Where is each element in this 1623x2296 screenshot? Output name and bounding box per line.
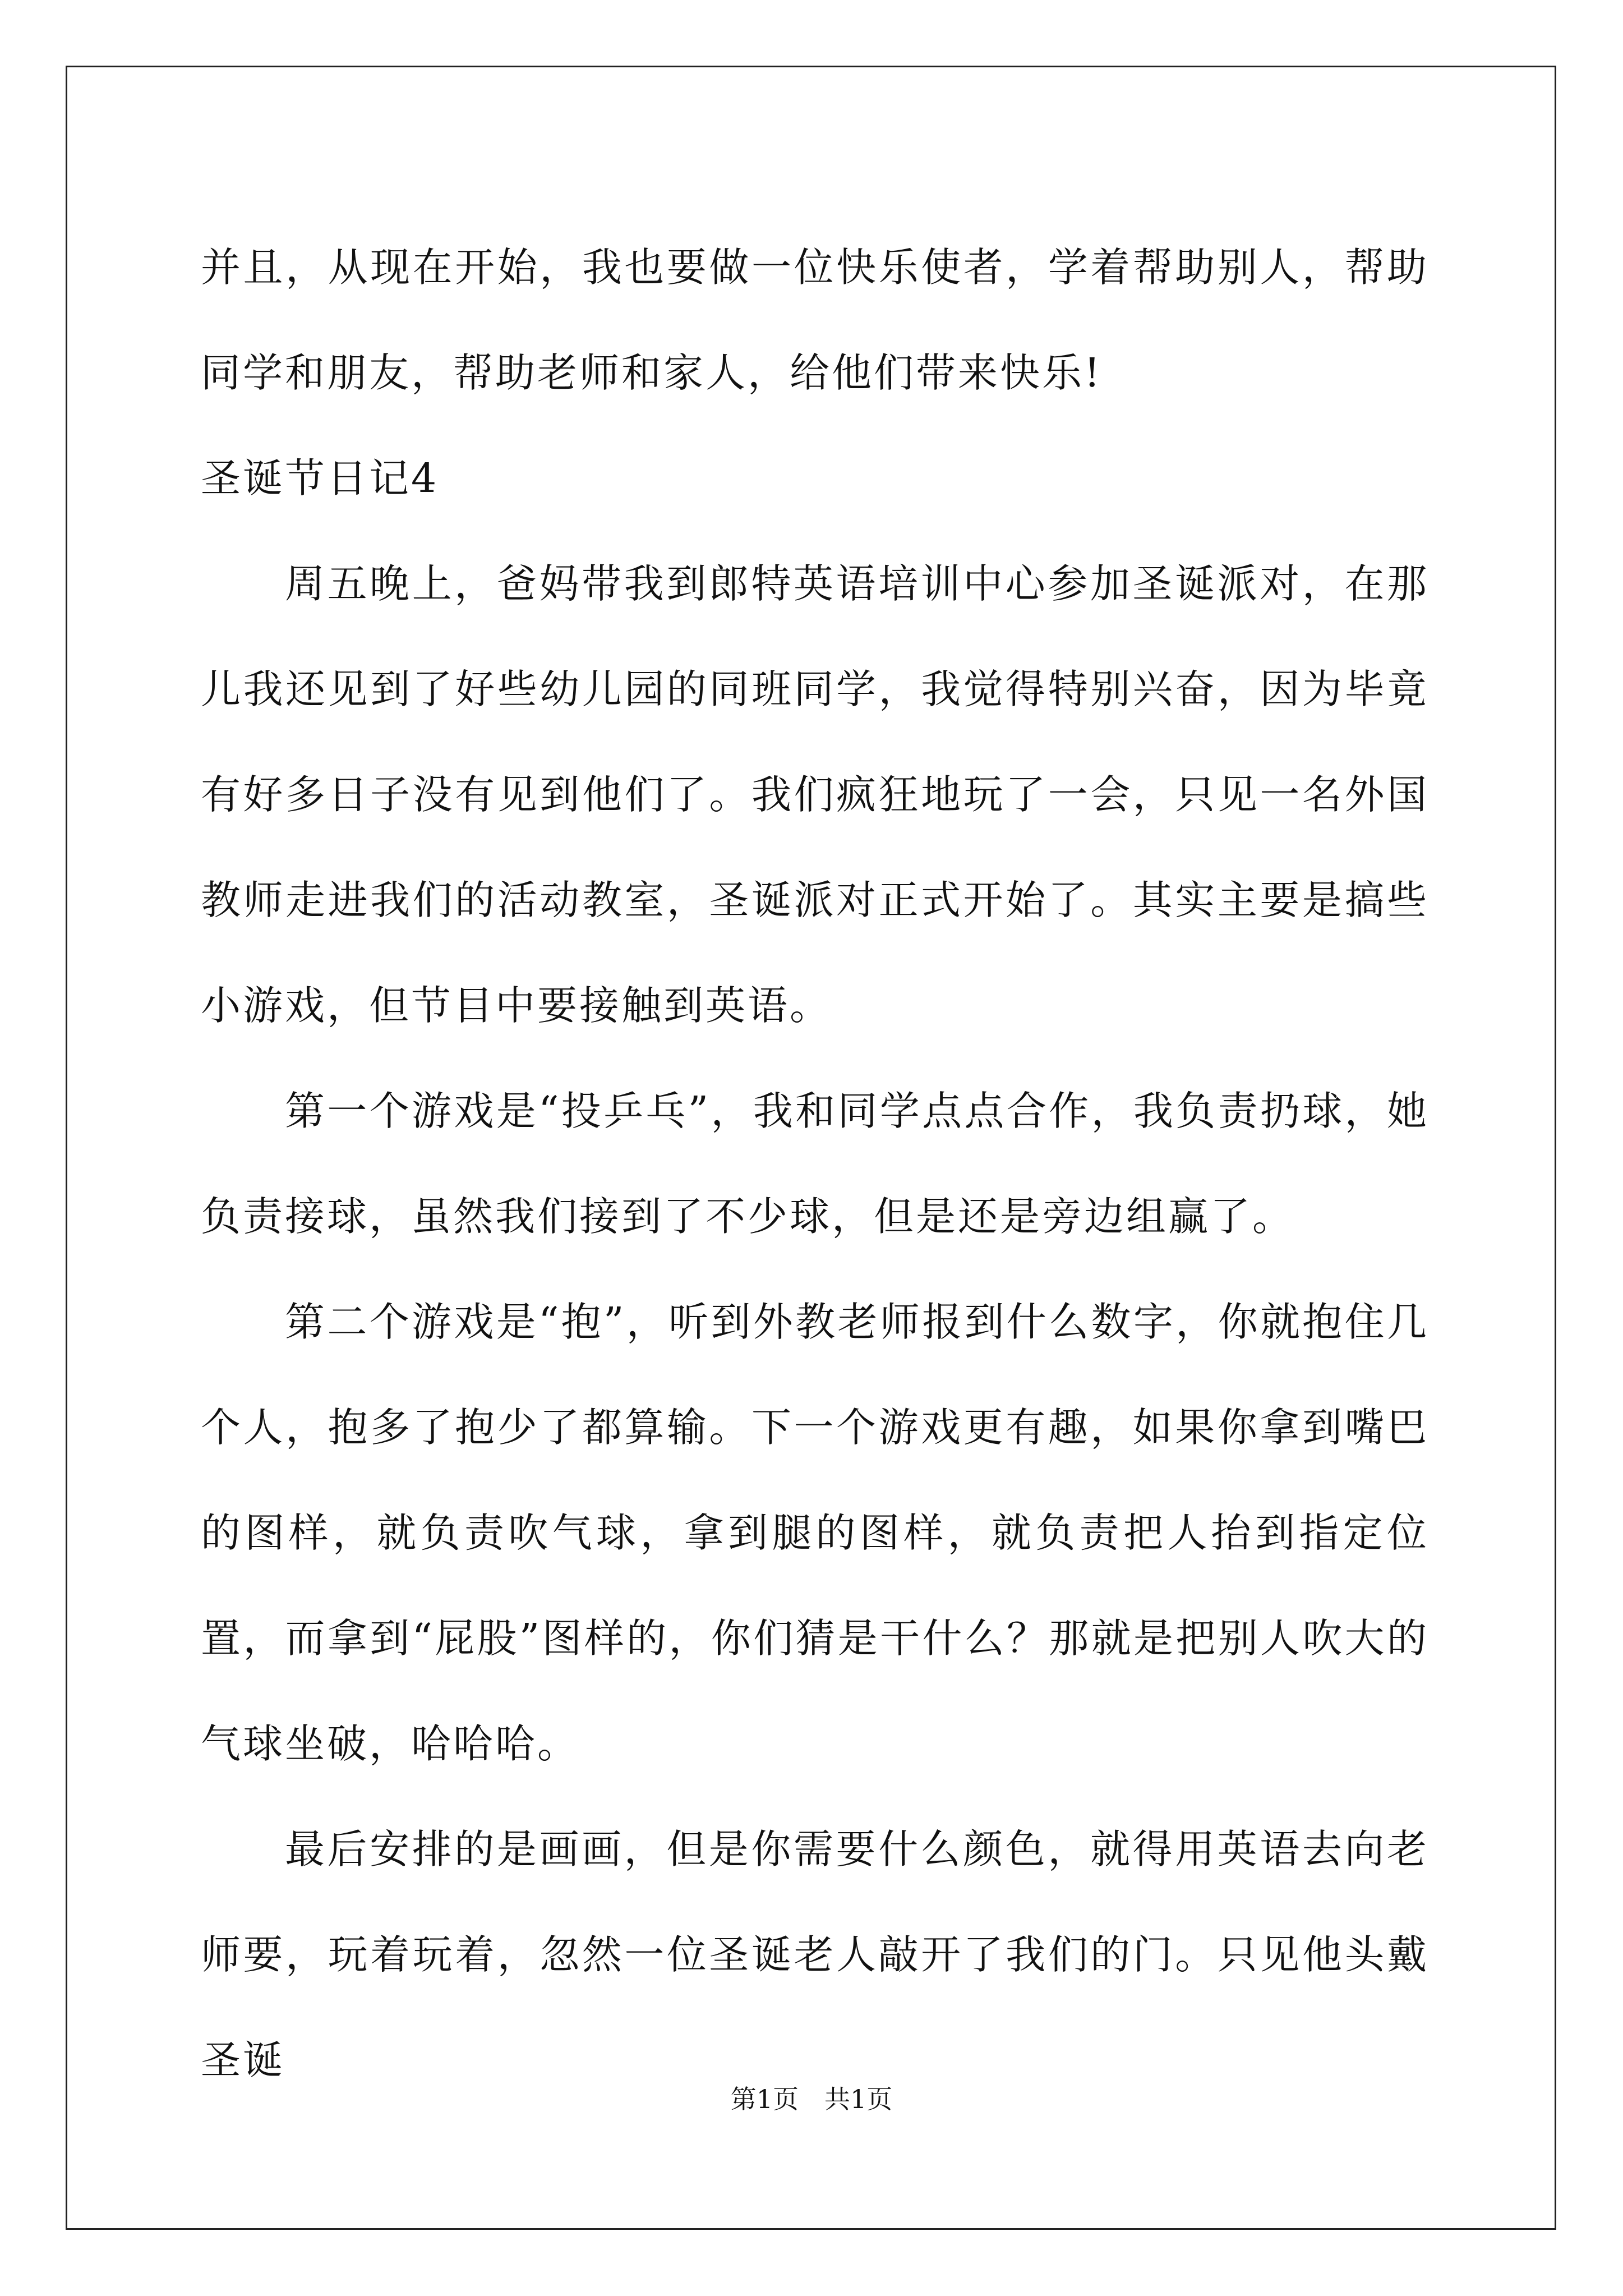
section-heading: 圣诞节日记4 (201, 455, 439, 501)
paragraph-game-one: 第一个游戏是“投乒乓”，我和同学点点合作，我负责扔球，她负责接球，虽然我们接到了不少球，但是还是旁边组赢了。 (201, 1088, 1429, 1240)
paragraph-drawing: 最后安排的是画画，但是你需要什么颜色，就得用英语去向老师要，玩着玩着，忽然一位圣诞老人敲开了我们的门。只见他头戴圣诞 (201, 1826, 1429, 2083)
paragraph-game-two: 第二个游戏是“抱”，听到外教老师报到什么数字，你就抱住几个人，抱多了抱少了都算输。下一个游戏更有趣，如果你拿到嘴巴的图样，就负责吹气球，拿到腿的图样，就负责把人抬到指定位置，而拿到“屁股”图样的，你们猜是干什么？那就是把别人吹大的气球坐破，哈哈哈。 (201, 1299, 1429, 1767)
paragraph-intro: 并且，从现在开始，我也要做一位快乐使者，学着帮助别人，帮助同学和朋友，帮助老师和家人，给他们带来快乐! (201, 244, 1429, 396)
document-body (201, 215, 1429, 2113)
page-footer: 第1页 共1页 (730, 2084, 893, 2114)
paragraph-party: 周五晚上，爸妈带我到郎特英语培训中心参加圣诞派对，在那儿我还见到了好些幼儿园的同班同学，我觉得特别兴奋，因为毕竟有好多日子没有见到他们了。我们疯狂地玩了一会，只见一名外国教师走进我们的活动教室，圣诞派对正式开始了。其实主要是搞些小游戏，但节目中要接触到英语。 (201, 560, 1429, 1029)
